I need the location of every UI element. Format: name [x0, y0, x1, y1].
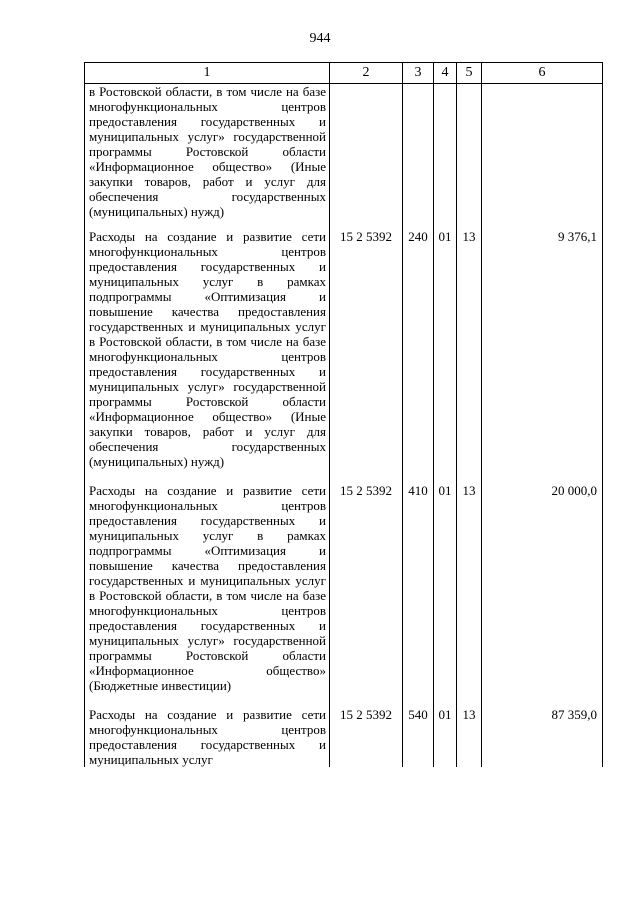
row-target-code: 15 2 5392 [330, 707, 403, 767]
row-section [434, 84, 457, 230]
row-section: 01 [434, 229, 457, 483]
row-subsection: 13 [457, 229, 482, 483]
header-col-2: 2 [330, 63, 403, 84]
budget-table [84, 62, 603, 767]
budget-table-container [84, 62, 602, 767]
row-amount: 87 359,0 [482, 707, 603, 767]
row-section: 01 [434, 483, 457, 707]
row-target-code [330, 84, 403, 230]
row-target-code: 15 2 5392 [330, 229, 403, 483]
table-row [85, 84, 603, 230]
row-target-code: 15 2 5392 [330, 483, 403, 707]
table-row [85, 707, 603, 767]
header-col-3: 3 [403, 63, 434, 84]
header-col-1: 1 [85, 63, 330, 84]
row-amount: 20 000,0 [482, 483, 603, 707]
table-header-row [85, 63, 603, 84]
header-col-6: 6 [482, 63, 603, 84]
row-expense-type: 240 [403, 229, 434, 483]
page-number: 944 [309, 31, 331, 46]
row-expense-type: 540 [403, 707, 434, 767]
row-description: Расходы на создание и развитие сети многофункциональных центров предоставления государственных и муниципальных услуг в рамках подпрограммы «Оптимизация и повышение качества предоставления государственных и муниципальных услуг в Ростовской области, в том числе на базе многофункциональных центров предоставления государственных и муниципальных услуг» государственной программы Ростовской области «Информационное общество» (Иные закупки товаров, работ и услуг для обеспечения государственных (муниципальных) нужд) [85, 229, 330, 483]
row-subsection: 13 [457, 707, 482, 767]
row-subsection [457, 84, 482, 230]
row-amount [482, 84, 603, 230]
row-section: 01 [434, 707, 457, 767]
row-description: в Ростовской области, в том числе на базе многофункциональных центров предоставления государственных и муниципальных услуг» государственной программы Ростовской области «Информационное общество» (Иные закупки товаров, работ и услуг для обеспечения государственных (муниципальных) нужд) [85, 84, 330, 230]
row-description: Расходы на создание и развитие сети многофункциональных центров предоставления государственных и муниципальных услуг [85, 707, 330, 767]
row-expense-type [403, 84, 434, 230]
row-amount: 9 376,1 [482, 229, 603, 483]
row-expense-type: 410 [403, 483, 434, 707]
table-row [85, 229, 603, 483]
row-subsection: 13 [457, 483, 482, 707]
header-col-4: 4 [434, 63, 457, 84]
row-description: Расходы на создание и развитие сети многофункциональных центров предоставления государственных и муниципальных услуг в рамках подпрограммы «Оптимизация и повышение качества предоставления государственных и муниципальных услуг в Ростовской области, в том числе на базе многофункциональных центров предоставления государственных и муниципальных услуг» государственной программы Ростовской области «Информационное общество» (Бюджетные инвестиции) [85, 483, 330, 707]
header-col-5: 5 [457, 63, 482, 84]
table-row [85, 483, 603, 707]
